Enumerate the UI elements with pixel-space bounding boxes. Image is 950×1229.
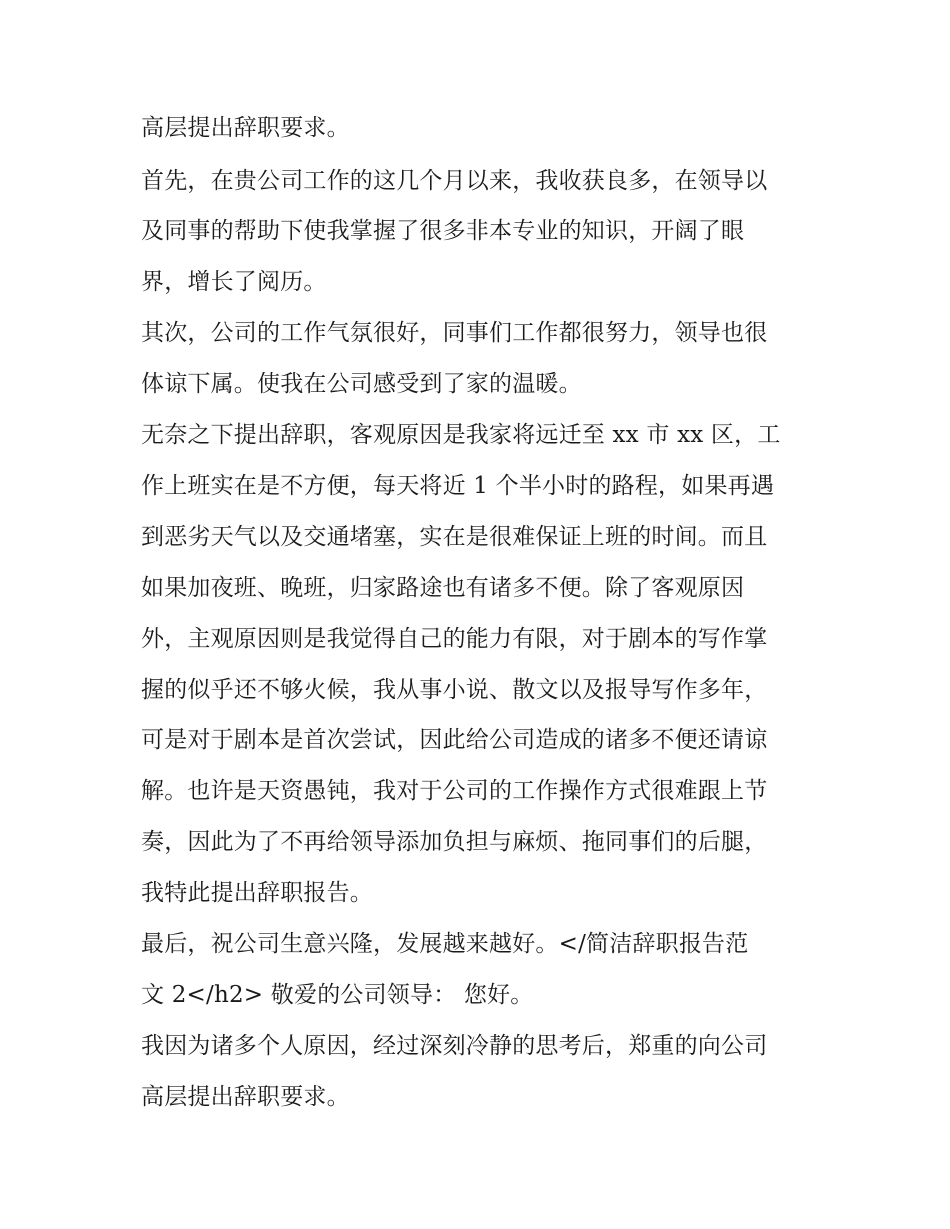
text-line: 体谅下属。使我在公司感受到了家的温暖。: [141, 371, 582, 397]
text-line: 最后，祝公司生意兴隆，发展越来越好。</简洁辞职报告范: [141, 931, 749, 957]
text-line: 首先，在贵公司工作的这几个月以来，我收获良多，在领导以: [141, 168, 768, 194]
text-line: 解。也许是天资愚钝，我对于公司的工作操作方式很难跟上节: [141, 778, 768, 804]
text-line: 奏，因此为了不再给领导添加负担与麻烦、拖同事们的后腿，: [141, 829, 768, 855]
text-line: 外，主观原因则是我觉得自己的能力有限，对于剧本的写作掌: [141, 626, 768, 652]
text-line: 到恶劣天气以及交通堵塞，实在是很难保证上班的时间。而且: [141, 524, 768, 550]
text-line: 握的似乎还不够火候，我从事小说、散文以及报导写作多年，: [141, 677, 768, 703]
text-line: 及同事的帮助下使我掌握了很多非本专业的知识，开阔了眼: [141, 218, 745, 244]
text-line: 如果加夜班、晚班，归家路途也有诸多不便。除了客观原因: [141, 575, 745, 601]
text-line: 高层提出辞职要求。: [141, 1084, 350, 1110]
text-line: 作上班实在是不方便，每天将近 1 个半小时的路程，如果再遇: [141, 473, 775, 499]
text-line: 文 2</h2> 敬爱的公司领导： 您好。: [141, 982, 534, 1008]
text-line: 我特此提出辞职报告。: [141, 880, 373, 906]
text-line: 高层提出辞职要求。: [141, 115, 350, 141]
text-line: 可是对于剧本是首次尝试，因此给公司造成的诸多不便还请谅: [141, 727, 768, 753]
text-line: 其次，公司的工作气氛很好，同事们工作都很努力，领导也很: [141, 320, 768, 346]
text-line: 无奈之下提出辞职，客观原因是我家将远迁至 xx 市 xx 区，工: [141, 422, 781, 448]
text-line: 我因为诸多个人原因，经过深刻冷静的思考后，郑重的向公司: [141, 1033, 768, 1059]
text-line: 界，增长了阅历。: [141, 269, 327, 295]
